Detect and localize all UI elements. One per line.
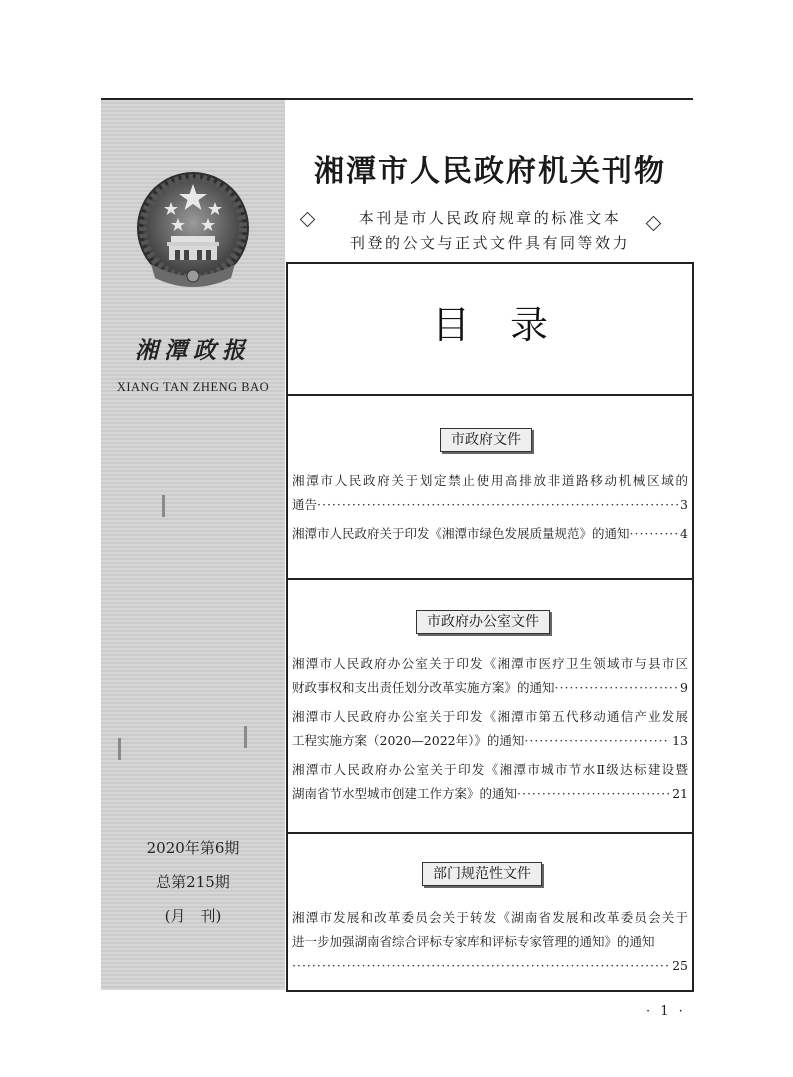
decorative-mark [244,726,247,748]
toc-entry[interactable] [292,758,688,806]
national-emblem-icon [131,168,255,292]
toc-entry-title: 湘潭市人民政府办公室关于印发《湘潭市第五代移动通信产业发展 [292,709,688,724]
dot-leader [517,782,670,806]
journal-pinyin: XIANG TAN ZHENG BAO [116,380,270,394]
toc-entry[interactable] [292,522,688,546]
contents-box [286,262,694,992]
dot-leader [292,954,670,978]
toc-page-number: 21 [672,786,688,801]
issue-total: 总第215期 [156,873,230,891]
toc-entry[interactable] [292,652,688,700]
decorative-mark [118,738,121,760]
toc-entry-title: 财政事权和支出责任划分改革实施方案》的通知 [292,680,555,695]
issue-number: 2020年第6期 [146,839,240,857]
section-label: 部门规范性文件 [422,862,542,886]
toc-page-number: 9 [680,680,688,695]
toc-page-number: 4 [680,526,688,541]
page-title: 湘潭市人民政府机关刊物 [314,154,666,189]
toc-entry-title: 进一步加强湖南省综合评标专家库和评标专家管理的通知》的通知 [292,934,655,949]
issue-frequency: (月 刊) [164,907,222,925]
toc-entry[interactable] [292,705,688,753]
toc-entry-title: 通告 [292,497,318,512]
toc-page-number: 13 [672,733,688,748]
dot-leader [524,729,670,753]
toc-entry-title: 湘潭市发展和改革委员会关于转发《湖南省发展和改革委员会关于 [292,910,688,925]
divider [288,578,692,580]
journal-title: 湘潭政报 [135,337,251,364]
section-label: 市政府文件 [440,428,532,452]
divider [288,394,692,396]
toc-entry-title: 湖南省节水型城市创建工作方案》的通知 [292,786,518,801]
toc-entry-title: 湘潭市人民政府办公室关于印发《湘潭市医疗卫生领域市与县市区 [292,656,688,671]
divider [288,832,692,834]
tagline-line-1: 本刊是市人民政府规章的标准文本 [358,209,622,227]
contents-heading: 目录 [431,303,588,347]
sidebar [101,100,285,990]
toc-entry[interactable] [292,906,688,978]
toc-entry-title: 湘潭市人民政府办公室关于印发《湘潭市城市节水Ⅱ级达标建设暨 [292,762,688,777]
toc-entry[interactable] [292,469,688,517]
dot-leader [630,522,679,546]
dot-leader [555,676,679,700]
dot-leader [317,493,678,517]
toc-entry-title: 湘潭市人民政府关于划定禁止使用高排放非道路移动机械区域的 [292,473,688,488]
section-label: 市政府办公室文件 [416,610,550,634]
decorative-mark [162,495,165,517]
toc-page-number: 3 [680,497,688,512]
toc-page-number: 25 [672,958,688,973]
toc-entry-title: 工程实施方案（2020—2022年）》的通知 [292,733,525,748]
page-number: · 1 · [646,1004,686,1019]
tagline-line-2: 刊登的公文与正式文件具有同等效力 [349,234,630,252]
toc-entry-title: 湘潭市人民政府关于印发《湘潭市绿色发展质量规范》的通知 [292,526,630,541]
